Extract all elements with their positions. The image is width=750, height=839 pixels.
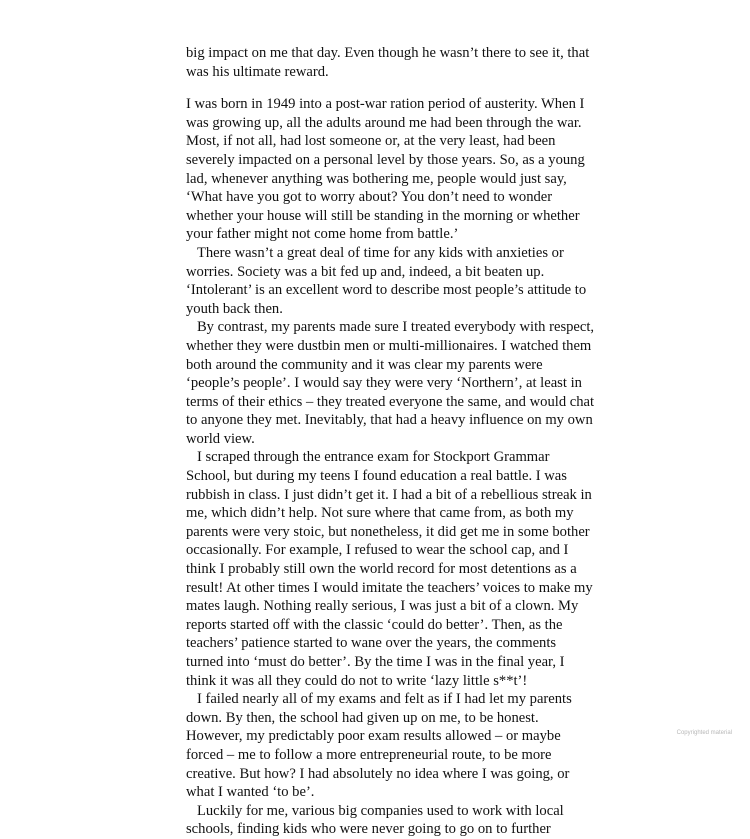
text-line: big impact on me that day. Even though he wasn’t there to see it, that xyxy=(186,45,590,61)
text-line: lad, whenever anything was bothering me, people would just say, xyxy=(186,170,567,187)
text-line: whether your house will still be standing in the morning or whether xyxy=(186,207,580,224)
text-line: I scraped through the entrance exam for Stockport Grammar xyxy=(186,449,550,466)
text-line: There wasn’t a great deal of time for any kids with anxieties or xyxy=(186,244,564,261)
text-line: forced – me to follow a more entrepreneurial route, to be more xyxy=(186,746,552,763)
text-line: rubbish in class. I just didn’t get it. I had a bit of a rebellious streak in xyxy=(186,486,592,503)
text-line: turned into ‘must do better’. By the time I was in the final year, I xyxy=(186,654,565,670)
text-line: Luckily for me, various big companies used to work with local xyxy=(186,802,564,819)
text-line: youth back then. xyxy=(186,300,283,317)
text-line: think it was all they could do not to write ‘lazy little s**t’! xyxy=(186,672,528,689)
text-line: ‘Intolerant’ is an excellent word to describe most people’s attitude to xyxy=(186,282,587,299)
text-line: I failed nearly all of my exams and felt as if I had let my parents xyxy=(186,691,572,708)
text-line: down. By then, the school had given up on me, to be honest. xyxy=(186,709,539,726)
text-line: ‘What have you got to worry about? You don’t need to wonder xyxy=(186,189,553,206)
text-line: was his ultimate reward. xyxy=(186,63,329,80)
text-line: mates laugh. Nothing really serious, I was just a bit of a clown. My xyxy=(186,598,579,615)
text-line: parents were very stoic, but nonetheless, it did get me in some bother xyxy=(186,523,590,540)
text-line: whether they were dustbin men or multi-millionaires. I watched them xyxy=(186,337,592,354)
text-line: worries. Society was a bit fed up and, indeed, a bit beaten up. xyxy=(186,263,545,280)
text-line: world view. xyxy=(186,430,255,447)
text-line: teachers’ patience started to wane over the years, the comments xyxy=(186,635,557,652)
text-line: Most, if not all, had lost someone or, at the very least, had been xyxy=(186,133,556,150)
text-line: your father might not come home from battle.’ xyxy=(186,226,459,243)
text-line: me, which didn’t help. Not sure where that came from, as both my xyxy=(186,505,574,522)
text-line: However, my predictably poor exam results allowed – or maybe xyxy=(186,728,561,745)
copyright-watermark: Copyrighted material xyxy=(676,730,732,736)
paragraph-gap xyxy=(186,81,566,95)
text-line: what I wanted ‘to be’. xyxy=(186,784,315,801)
text-line: School, but during my teens I found education a real battle. I was xyxy=(186,468,567,485)
text-line: result! At other times I would imitate the teachers’ voices to make my xyxy=(186,579,593,596)
text-line: occasionally. For example, I refused to wear the school cap, and I xyxy=(186,542,569,559)
text-line: both around the community and it was clear my parents were xyxy=(186,356,543,373)
text-line: think I probably still own the world record for most detentions as a xyxy=(186,561,577,578)
text-line: I was born in 1949 into a post-war ration period of austerity. When I xyxy=(186,96,585,113)
text-line: By contrast, my parents made sure I treated everybody with respect, xyxy=(186,319,595,336)
text-line: to anyone they met. Inevitably, that had a heavy influence on my own xyxy=(186,412,593,429)
text-line: ‘people’s people’. I would say they were very ‘Northern’, at least in xyxy=(186,375,582,392)
text-line: schools, finding kids who were never going to go on to further xyxy=(186,821,551,838)
body-text xyxy=(186,44,595,839)
text-line: terms of their ethics – they treated everyone the same, and would chat xyxy=(186,393,595,410)
text-line: creative. But how? I had absolutely no idea where I was going, or xyxy=(186,765,570,782)
text-line: reports started off with the classic ‘could do better’. Then, as the xyxy=(186,616,563,633)
text-line: severely impacted on a personal level by those years. So, as a young xyxy=(186,151,585,168)
text-line: was growing up, all the adults around me had been through the war. xyxy=(186,114,582,131)
